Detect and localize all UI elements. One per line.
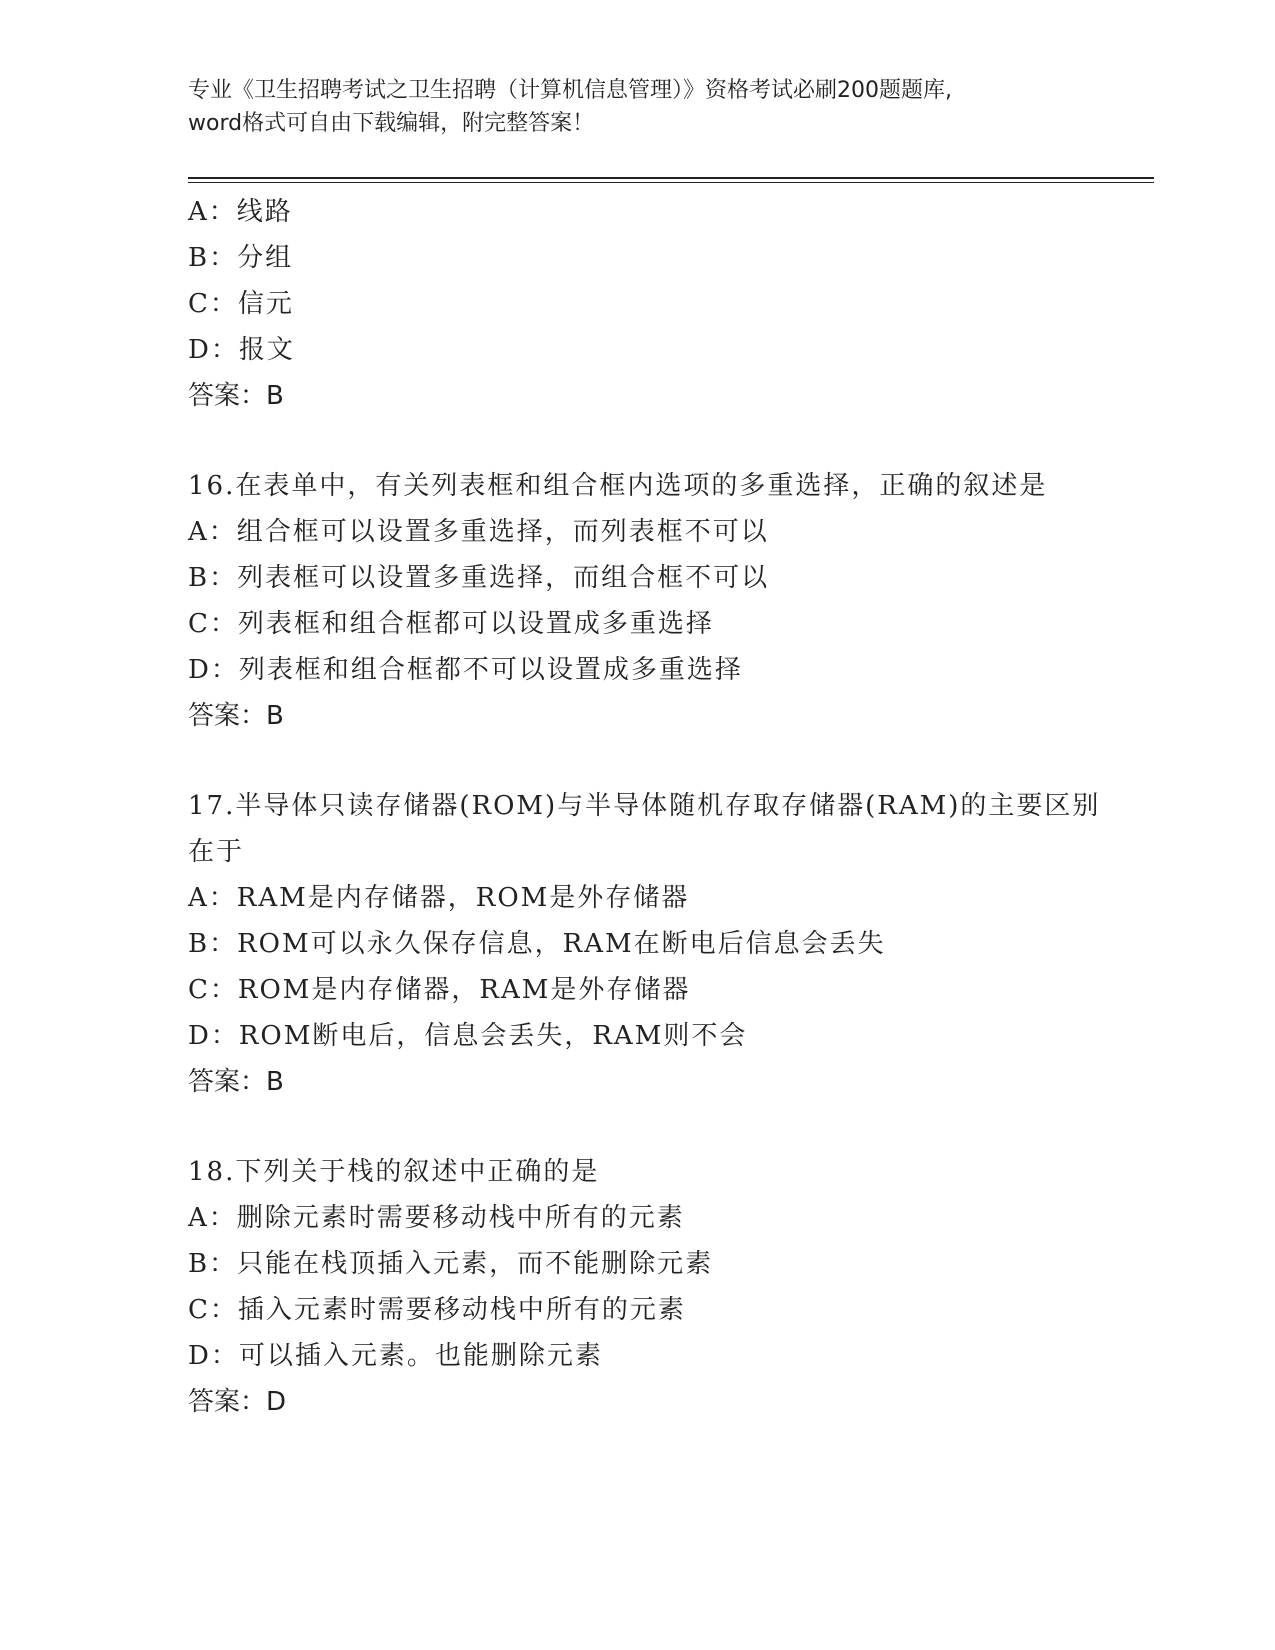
- option-b: B：列表框可以设置多重选择，而组合框不可以: [188, 563, 770, 593]
- option-b: B：ROM可以永久保存信息，RAM在断电后信息会丢失: [188, 929, 886, 959]
- option-d: D：可以插入元素。也能删除元素: [188, 1341, 603, 1371]
- question-18-block: [188, 1149, 1148, 1425]
- header-title-line-1: 专业《卫生招聘考试之卫生招聘（计算机信息管理）》资格考试必刷200题题库,: [188, 78, 952, 103]
- header-divider-thin: [188, 182, 1154, 183]
- option-c: C：插入元素时需要移动栈中所有的元素: [188, 1295, 686, 1325]
- header-divider-thick: [188, 177, 1154, 179]
- option-a: A：删除元素时需要移动栈中所有的元素: [188, 1203, 685, 1233]
- spacer: [188, 419, 1148, 463]
- answer-line: 答案：B: [188, 701, 284, 731]
- option-c: C：信元: [188, 289, 294, 319]
- option-d: D：报文: [188, 335, 295, 365]
- header-title-line-2: word格式可自由下载编辑，附完整答案！: [188, 111, 595, 136]
- option-c: C：ROM是内存储器，RAM是外存储器: [188, 975, 691, 1005]
- question-stem-line-2: 在于: [188, 837, 245, 867]
- option-d: D：ROM断电后，信息会丢失，RAM则不会: [188, 1021, 748, 1051]
- option-d: D：列表框和组合框都不可以设置成多重选择: [188, 655, 743, 685]
- answer-line: 答案：B: [188, 1067, 284, 1097]
- question-stem: 16.在表单中，有关列表框和组合框内选项的多重选择，正确的叙述是: [188, 471, 1048, 501]
- answer-line: 答案：D: [188, 1387, 287, 1417]
- question-17-block: [188, 783, 1148, 1105]
- question-stem: 18.下列关于栈的叙述中正确的是: [188, 1157, 600, 1187]
- option-b: B：分组: [188, 243, 294, 273]
- spacer: [188, 1105, 1148, 1149]
- question-16-block: [188, 463, 1148, 739]
- option-a: A：线路: [188, 197, 293, 227]
- document-header: [188, 74, 1078, 140]
- question-15-block: [188, 189, 1148, 419]
- option-c: C：列表框和组合框都可以设置成多重选择: [188, 609, 714, 639]
- option-b: B：只能在栈顶插入元素，而不能删除元素: [188, 1249, 714, 1279]
- answer-line: 答案：B: [188, 381, 284, 411]
- question-stem-line-1: 17.半导体只读存储器(ROM)与半导体随机存取存储器(RAM)的主要区别: [188, 791, 1101, 821]
- option-a: A：RAM是内存储器，ROM是外存储器: [188, 883, 690, 913]
- spacer: [188, 739, 1148, 783]
- question-list: [188, 189, 1148, 1425]
- option-a: A：组合框可以设置多重选择，而列表框不可以: [188, 517, 769, 547]
